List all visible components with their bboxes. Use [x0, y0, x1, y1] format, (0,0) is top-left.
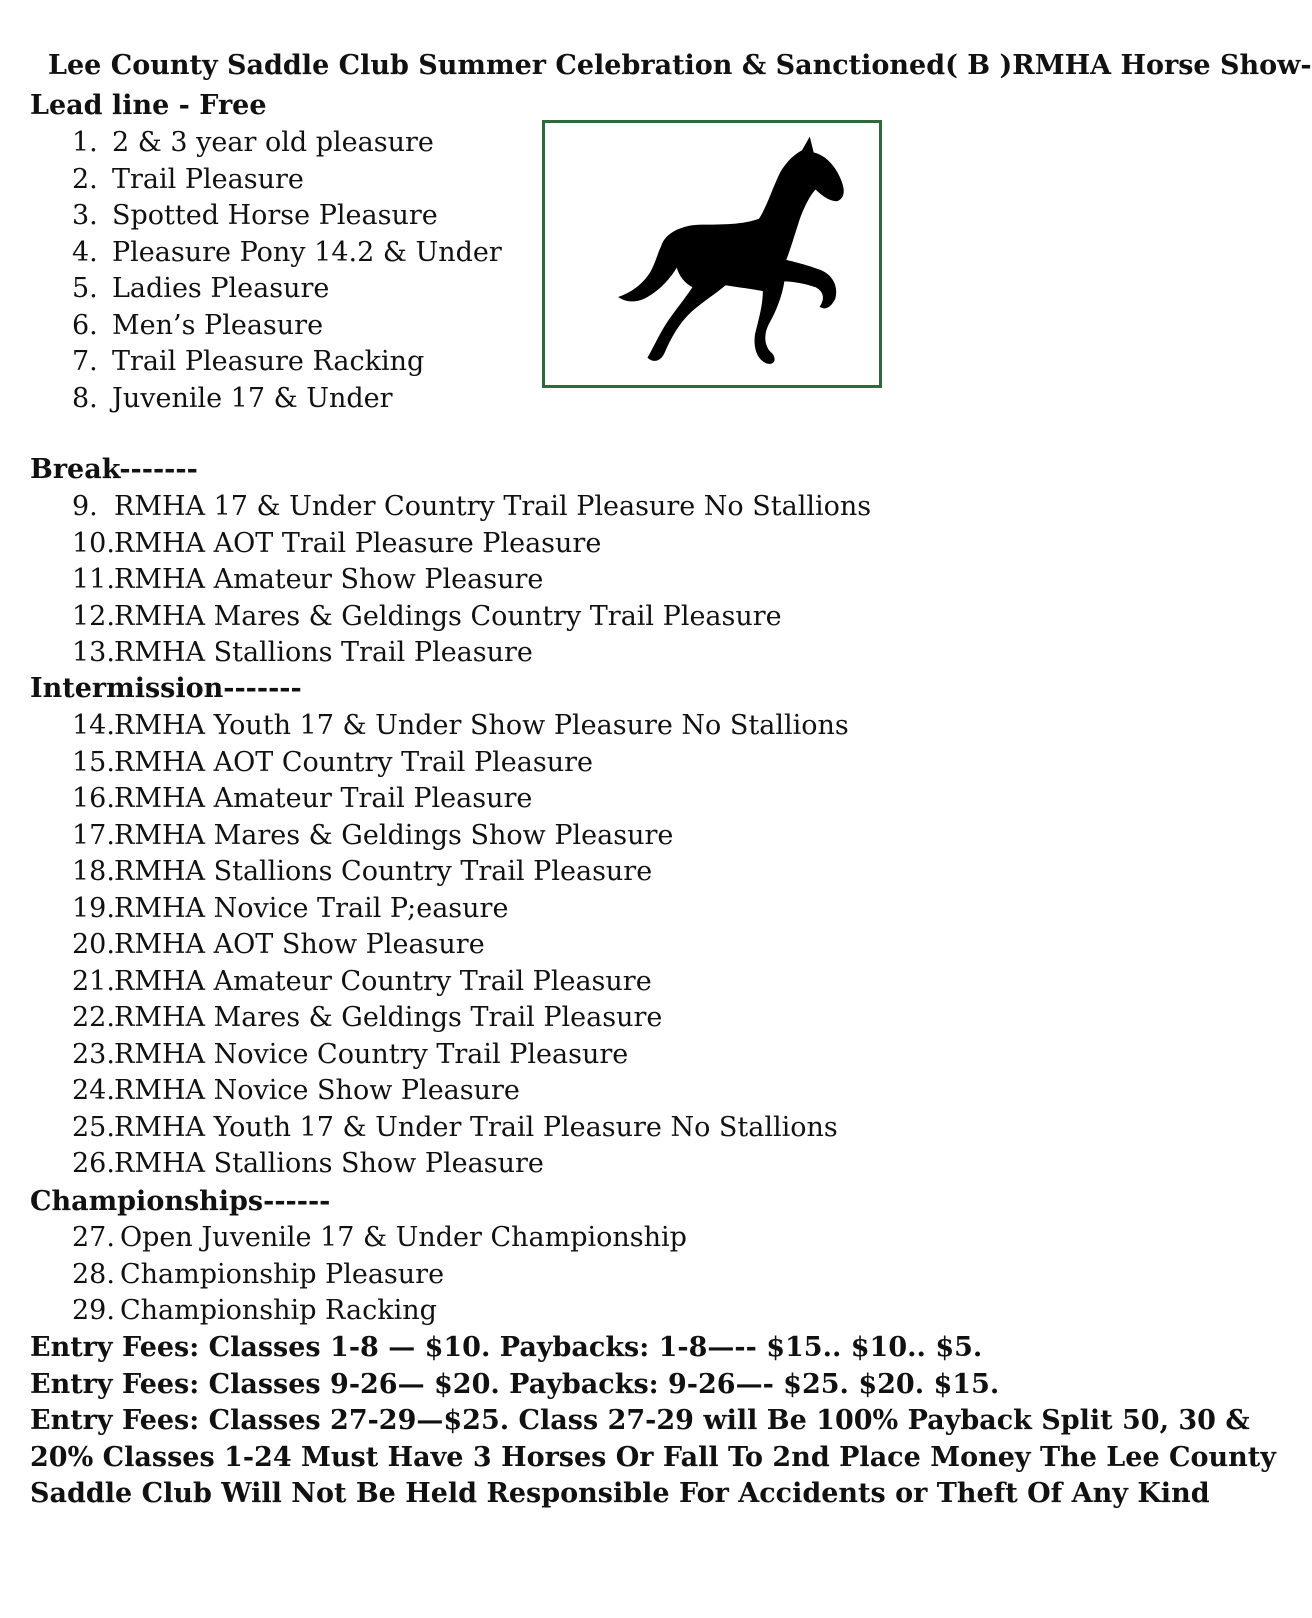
class-name: RMHA AOT Show Pleasure: [114, 929, 485, 960]
horse-logo-frame: [542, 120, 882, 388]
entry-fee-line: 20% Classes 1-24 Must Have 3 Horses Or Fall To 2nd Place Money The Lee County: [30, 1441, 1276, 1473]
class-name: Ladies Pleasure: [112, 273, 330, 304]
class-name: RMHA Stallions Country Trail Pleasure: [114, 856, 653, 887]
class-number: 24.: [72, 1075, 115, 1106]
class-number: 12.: [72, 600, 115, 632]
class-name: RMHA Stallions Trail Pleasure: [114, 637, 533, 668]
class-number: 9.: [72, 491, 98, 522]
class-list-item: [72, 1295, 437, 1326]
class-number: 27.: [72, 1222, 115, 1253]
class-list-item: [72, 1039, 628, 1070]
class-list-item: [72, 601, 782, 632]
class-number: 15.: [72, 746, 115, 778]
class-number: 21.: [72, 965, 115, 997]
class-number: 4.: [72, 236, 98, 268]
class-list-item: [72, 237, 502, 268]
class-name: Open Juvenile 17 & Under Championship: [120, 1222, 687, 1253]
class-name: RMHA Mares & Geldings Country Trail Pleasure: [114, 600, 782, 632]
class-list-item: [72, 164, 304, 195]
entry-fee-line: Entry Fees: Classes 1-8 — $10. Paybacks: 1-8—-- $15.. $10.. $5.: [30, 1332, 983, 1363]
class-list-item: [72, 1112, 838, 1143]
class-number: 28.: [72, 1258, 115, 1290]
class-name: RMHA AOT Country Trail Pleasure: [114, 746, 593, 778]
class-name: RMHA Novice Trail P;easure: [114, 892, 509, 924]
class-name: RMHA Novice Show Pleasure: [114, 1075, 520, 1106]
class-name: 2 & 3 year old pleasure: [112, 127, 434, 158]
class-number: 17.: [72, 819, 115, 851]
class-list-item: [72, 893, 508, 924]
class-number: 19.: [72, 892, 115, 924]
class-name: Championship Pleasure: [120, 1258, 445, 1290]
class-name: RMHA Amateur Trail Pleasure: [114, 783, 533, 814]
class-list-item: [72, 127, 434, 158]
horse-silhouette-icon: [545, 123, 879, 385]
class-name: RMHA Youth 17 & Under Show Pleasure No Stallions: [114, 710, 849, 741]
class-name: Trail Pleasure: [112, 163, 304, 195]
page-title: Lee County Saddle Club Summer Celebration & Sanctioned( B )RMHA Horse Show-: [48, 50, 1312, 81]
class-list-item: [72, 1259, 444, 1290]
class-name: RMHA Novice Country Trail Pleasure: [114, 1038, 629, 1070]
class-number: 7.: [72, 346, 98, 377]
class-list-item: [72, 346, 424, 377]
entry-fee-line: Entry Fees: Classes 9-26— $20. Paybacks: 9-26—- $25. $20. $15.: [30, 1368, 1000, 1400]
class-number: 16.: [72, 783, 115, 814]
class-number: 20.: [72, 929, 115, 960]
class-name: RMHA 17 & Under Country Trail Pleasure No Stallions: [114, 491, 872, 522]
class-name: RMHA Mares & Geldings Show Pleasure: [114, 819, 674, 851]
lead-line-heading: Lead line - Free: [30, 90, 267, 121]
class-name: Trail Pleasure Racking: [112, 346, 425, 377]
class-name: Juvenile 17 & Under: [112, 382, 393, 414]
class-name: Championship Racking: [120, 1295, 437, 1326]
class-name: Spotted Horse Pleasure: [112, 200, 438, 231]
class-list-item: [72, 637, 533, 668]
class-list-item: [72, 310, 323, 341]
class-list-item: [72, 1002, 662, 1033]
class-name: Pleasure Pony 14.2 & Under: [112, 236, 502, 268]
class-number: 25.: [72, 1111, 115, 1143]
championships-heading: Championships------: [30, 1186, 331, 1217]
class-list-item: [72, 491, 871, 522]
class-list-item: [72, 783, 532, 814]
class-list-item: [72, 856, 652, 887]
class-name: RMHA Youth 17 & Under Trail Pleasure No Stallions: [114, 1111, 838, 1143]
class-list-item: [72, 273, 329, 304]
class-name: RMHA AOT Trail Pleasure Pleasure: [114, 527, 602, 559]
class-name: RMHA Amateur Country Trail Pleasure: [114, 965, 652, 997]
class-number: 8.: [72, 382, 98, 414]
class-number: 14.: [72, 710, 115, 741]
class-list-item: [72, 966, 652, 997]
class-list-item: [72, 929, 485, 960]
class-number: 1.: [72, 127, 98, 158]
class-list-item: [72, 1075, 520, 1106]
class-number: 26.: [72, 1148, 115, 1179]
class-list-item: [72, 747, 593, 778]
class-list-item: [72, 1148, 544, 1179]
class-list-item: [72, 820, 673, 851]
class-number: 23.: [72, 1038, 115, 1070]
class-number: 3.: [72, 200, 98, 231]
class-name: RMHA Amateur Show Pleasure: [114, 564, 544, 595]
class-number: 6.: [72, 309, 98, 341]
class-list-item: [72, 528, 601, 559]
class-number: 11.: [72, 564, 115, 595]
class-list-item: [72, 200, 438, 231]
class-number: 13.: [72, 637, 115, 668]
entry-fee-line: Entry Fees: Classes 27-29—$25. Class 27-29 will Be 100% Payback Split 50, 30 &: [30, 1405, 1250, 1436]
class-name: RMHA Mares & Geldings Trail Pleasure: [114, 1002, 663, 1033]
intermission-heading: Intermission-------: [30, 673, 302, 704]
break-heading: Break-------: [30, 454, 198, 485]
class-number: 5.: [72, 273, 98, 304]
class-list-item: [72, 1222, 687, 1253]
class-name: Men’s Pleasure: [112, 309, 324, 341]
class-number: 22.: [72, 1002, 115, 1033]
class-list-item: [72, 564, 543, 595]
class-number: 29.: [72, 1295, 115, 1326]
class-number: 2.: [72, 163, 98, 195]
class-number: 10.: [72, 527, 115, 559]
class-name: RMHA Stallions Show Pleasure: [114, 1148, 544, 1179]
entry-fee-line: Saddle Club Will Not Be Held Responsible For Accidents or Theft Of Any Kind: [30, 1478, 1210, 1509]
class-list-item: [72, 710, 849, 741]
class-list-item: [72, 383, 393, 414]
class-number: 18.: [72, 856, 115, 887]
